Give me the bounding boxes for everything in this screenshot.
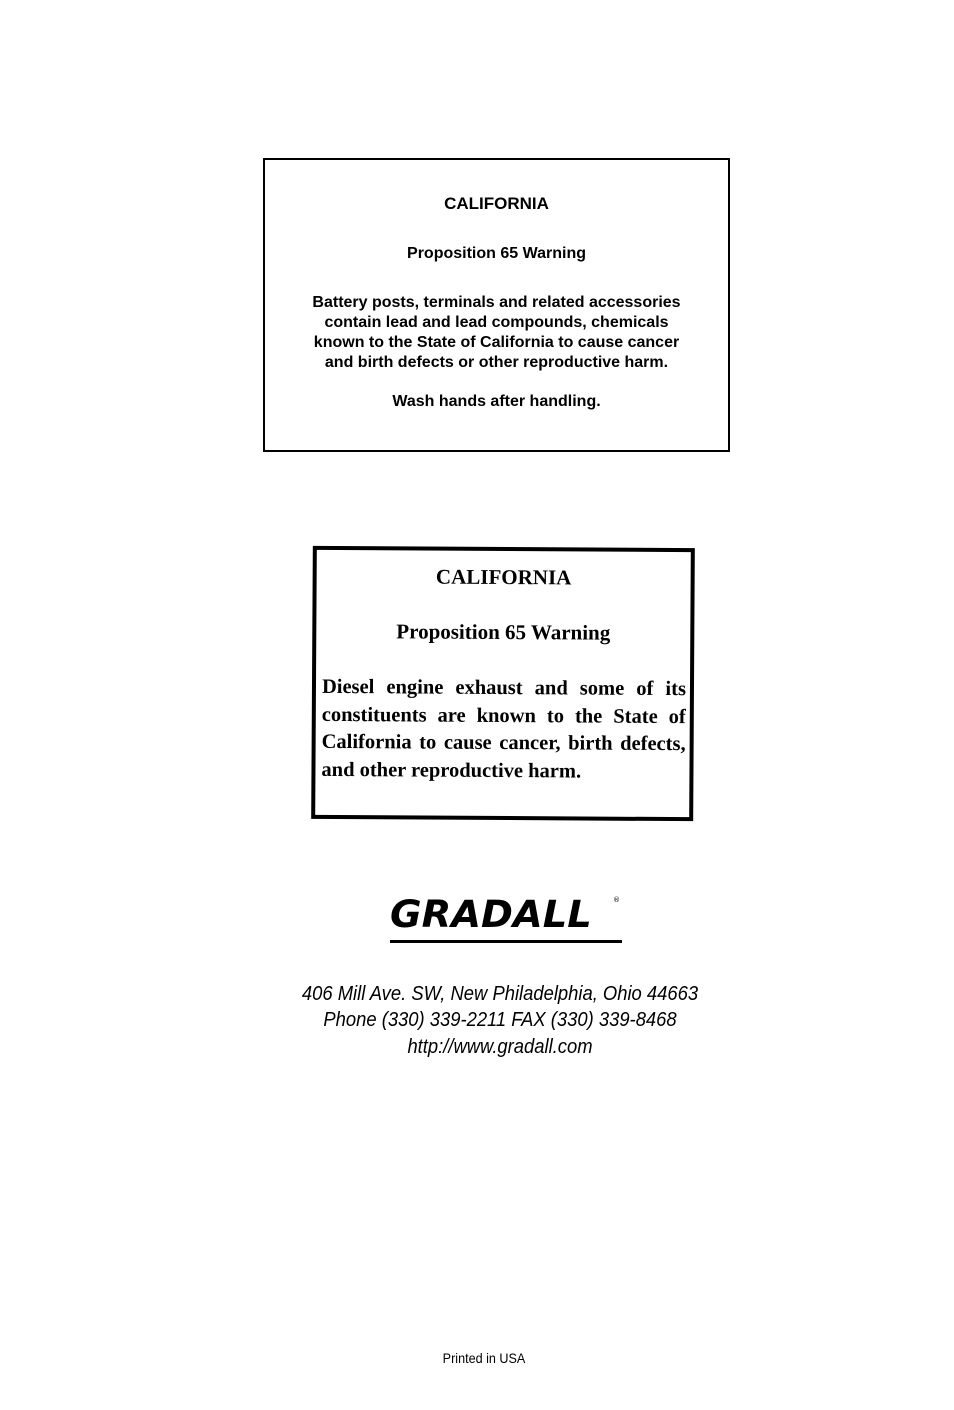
logo-underline: [390, 940, 622, 943]
diesel-warning-subtitle: Proposition 65 Warning: [396, 619, 611, 645]
battery-warning-body: [295, 293, 698, 373]
battery-warning-line: Battery posts, terminals and related accessories: [312, 294, 681, 311]
diesel-warning-box: [311, 546, 695, 821]
battery-warning-line: contain lead and lead compounds, chemicals: [324, 314, 669, 331]
printed-in-usa: Printed in USA: [442, 1350, 526, 1366]
battery-warning-line: and birth defects or other reproductive harm.: [324, 354, 669, 371]
battery-warning-box: [263, 158, 730, 452]
gradall-logo: [388, 893, 626, 945]
battery-warning-note: Wash hands after handling.: [392, 393, 601, 410]
battery-warning-line: known to the State of California to cause cancer: [313, 334, 680, 351]
contact-website: http://www.gradall.com: [407, 1036, 593, 1058]
contact-address: 406 Mill Ave. SW, New Philadelphia, Ohio 44663: [301, 983, 699, 1005]
diesel-warning-title: CALIFORNIA: [435, 564, 572, 590]
contact-phone-fax: Phone (330) 339-2211 FAX (330) 339-8468: [323, 1009, 677, 1031]
registered-mark-icon: ®: [613, 896, 620, 904]
logo-wordmark: GRADALL: [390, 893, 592, 936]
diesel-warning-body: Diesel engine exhaust and some of its constituents are known to the State of California to cause cancer, birth defects, and other reproductive harm.: [321, 675, 687, 782]
battery-warning-title: CALIFORNIA: [444, 194, 549, 213]
battery-warning-subtitle: Proposition 65 Warning: [407, 245, 586, 262]
